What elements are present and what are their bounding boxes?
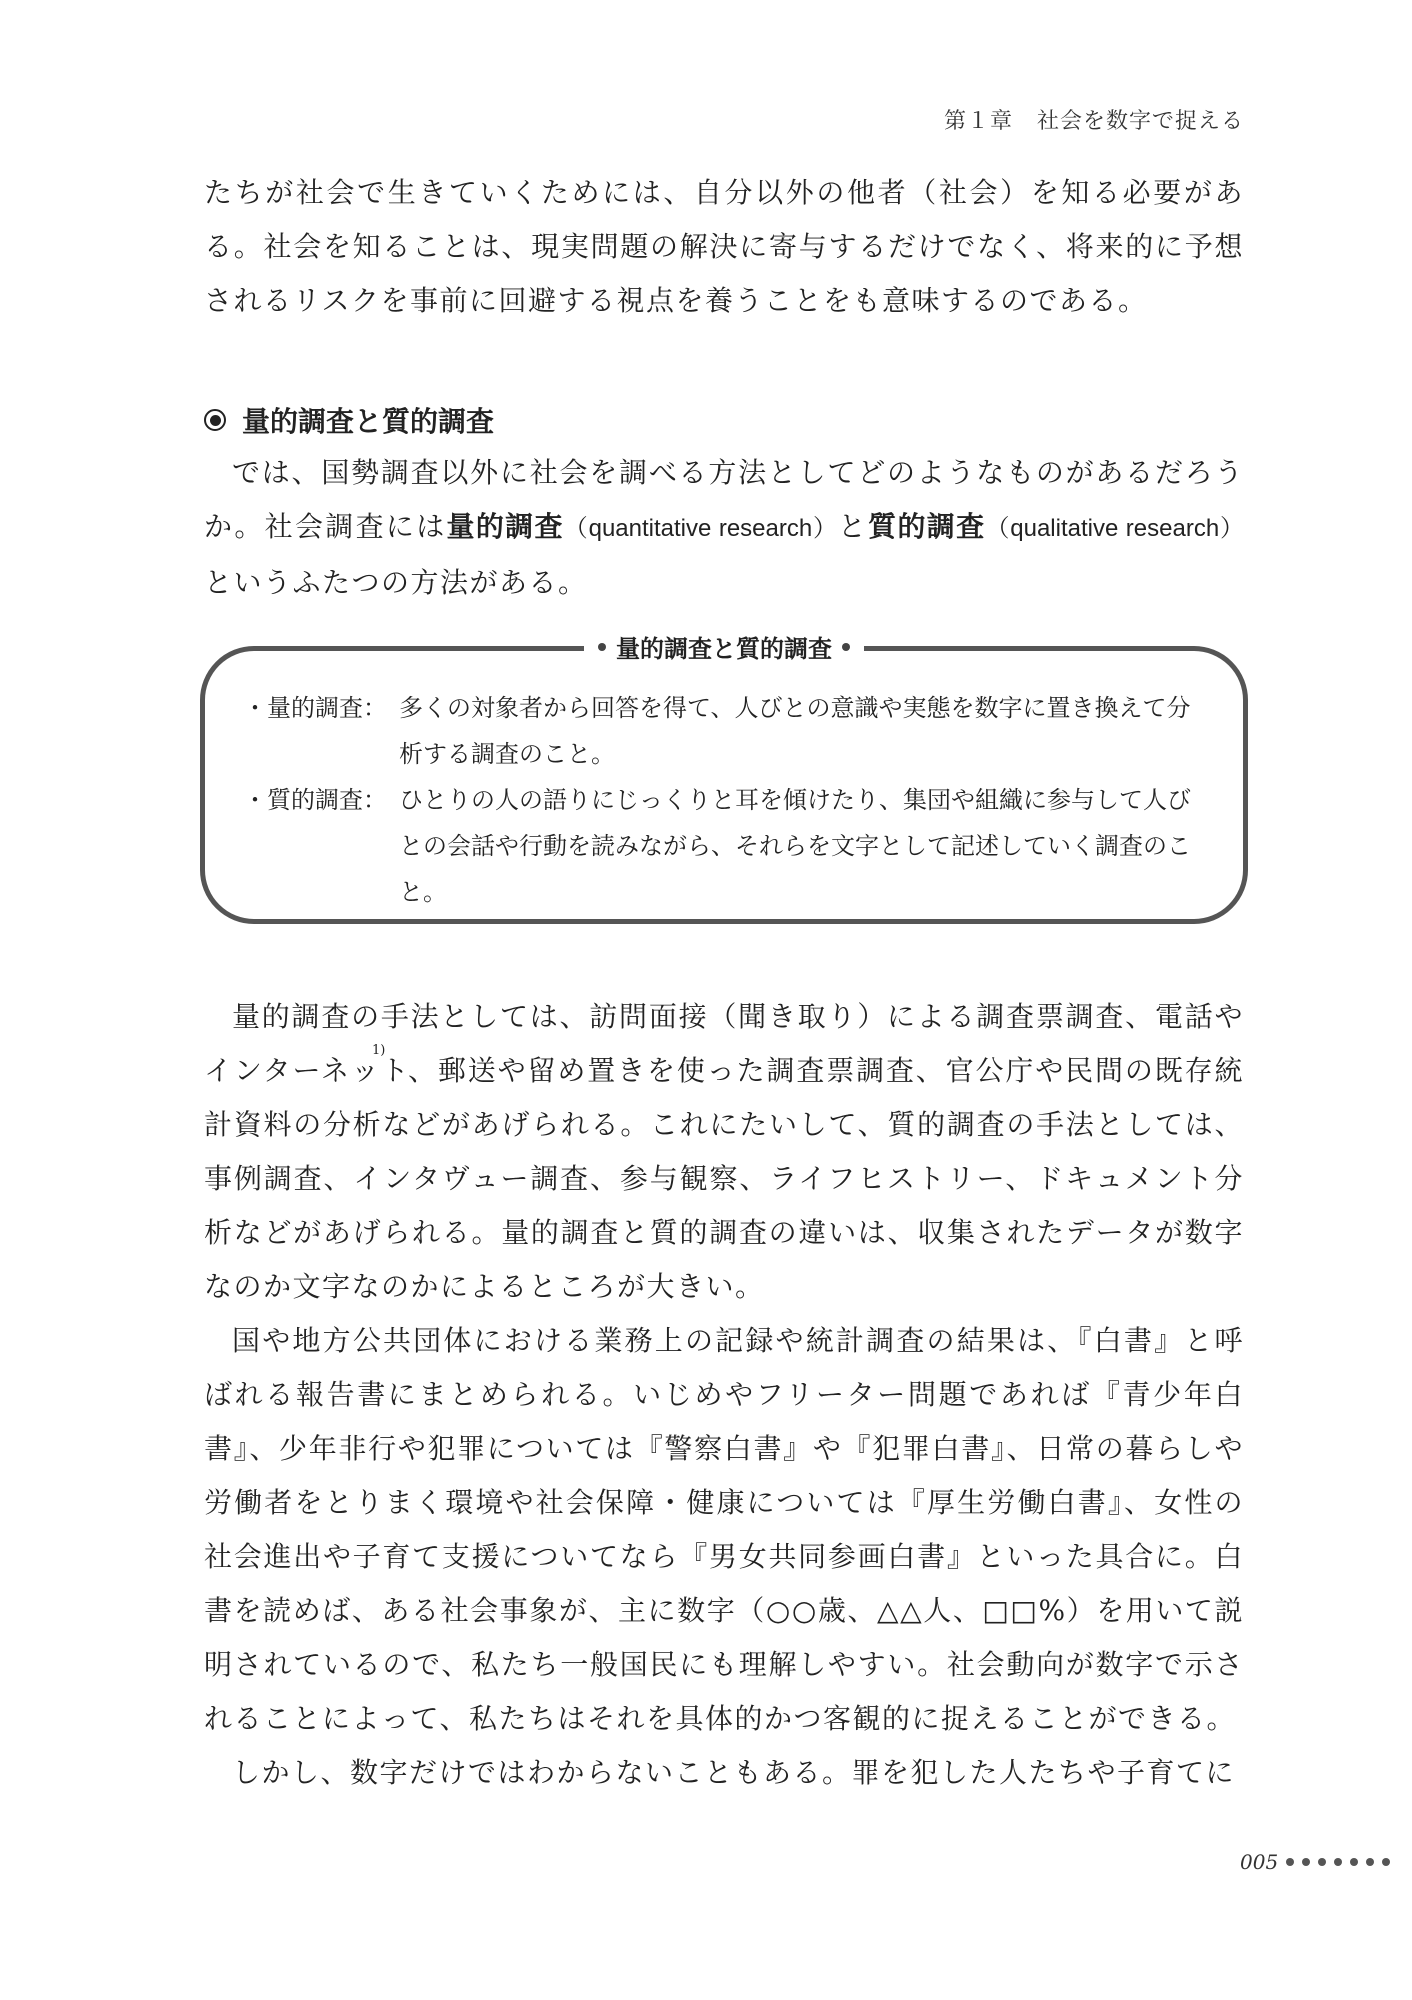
box-content: [243, 685, 1209, 915]
dot-icon: [1350, 1858, 1358, 1866]
dot-icon: [1286, 1858, 1294, 1866]
body-paragraph: 国や地方公共団体における業務上の記録や統計調査の結果は、『白書』と呼ばれる報告書にまとめられる。いじめやフリーター問題であれば『青少年白書』、少年非行や犯罪については『警察白書』や『犯罪白書』、日常の暮らしや労働者をとりまく環境や社会保障・健康については『厚生労働白書』、女性の社会進出や子育て支援についてなら『男女共同参画白書』といった具合に。白書を読めば、ある社会事象が、主に数字（○○歳、△△人、□□%）を用いて説明されているので、私たち一般国民にも理解しやすい。社会動向が数字で示されることによって、私たちはそれを具体的かつ客観的に捉えることができる。: [204, 1324, 1244, 1735]
bullet-dot-icon: [842, 643, 850, 651]
dot-icon: [1318, 1858, 1326, 1866]
bullseye-icon: [204, 409, 226, 431]
definition-item: [243, 685, 1209, 777]
definition-text: 多くの対象者から回答を得て、人びとの意識や実態を数字に置き換えて分析する調査のこと。: [399, 694, 1191, 768]
page-number: 005: [1240, 1850, 1279, 1874]
text-span: というふたつの方法がある。: [204, 566, 588, 599]
dot-icon: [1366, 1858, 1374, 1866]
dot-icon: [1382, 1858, 1390, 1866]
intro-paragraph: たちが社会で生きていくためには、自分以外の他者（社会）を知る必要がある。社会を知ることは、現実問題の解決に寄与するだけでなく、将来的に予想されるリスクを事前に回避する視点を養うことをも意味するのである。: [204, 176, 1244, 317]
definition-box: [200, 635, 1248, 924]
section-paragraph: [204, 446, 1244, 610]
definition-item: [243, 777, 1209, 915]
chapter-label: 第１章: [943, 109, 1013, 134]
box-title-text: 量的調査と質的調査: [616, 635, 832, 663]
term-quantitative: 量的調査: [446, 510, 564, 543]
bullet-dot-icon: [598, 643, 606, 651]
section-heading: [204, 400, 494, 440]
page-number-footer: [1240, 1850, 1390, 1874]
box-title: [584, 629, 864, 664]
intro-paragraph-block: [204, 166, 1244, 328]
section-heading-text: 量的調査と質的調査: [242, 405, 495, 438]
chapter-title: 社会を数字で捉える: [1036, 109, 1244, 134]
definition-text: ひとりの人の語りにじっくりと耳を傾けたり、集団や組織に参与して人びとの会話や行動を読みながら、それらを文字として記述していく調査のこと。: [399, 786, 1191, 906]
term-qualitative-english: （qualitative research）: [985, 515, 1244, 542]
body-paragraph: しかし、数字だけではわからないこともある。罪を犯した人たちや子育てに: [232, 1756, 1236, 1789]
definition-term: ・量的調査：: [243, 694, 387, 722]
body-paragraph: 量的調査の手法としては、訪問面接（聞き取り）による調査票調査、電話やインターネット、郵送や留め置きを使った調査票調査、官公庁や民間の既存統計資料の分析などがあげられる。これにたいして、質的調査の手法としては、事例調査、インタヴュー調査、参与観察、ライフヒストリー、ドキュメント分析などがあげられる。量的調査と質的調査の違いは、収集されたデータが数字なのか文字なのかによるところが大きい。: [204, 1000, 1244, 1303]
text-span: では、国勢調査以外に社会を調べる方法としてどのようなものがあるだろうか。社会調査には: [204, 456, 1244, 543]
text-span: と: [837, 510, 869, 543]
dot-icon: [1334, 1858, 1342, 1866]
term-qualitative: 質的調査: [868, 510, 986, 543]
definition-term: ・質的調査：: [243, 786, 387, 814]
term-quantitative-english: （quantitative research）: [563, 515, 838, 542]
running-head: [944, 104, 1244, 135]
section-paragraph-block: [204, 446, 1244, 610]
footnote-marker: 1): [372, 1043, 386, 1058]
body-text-block: [204, 990, 1244, 1800]
dot-icon: [1302, 1858, 1310, 1866]
